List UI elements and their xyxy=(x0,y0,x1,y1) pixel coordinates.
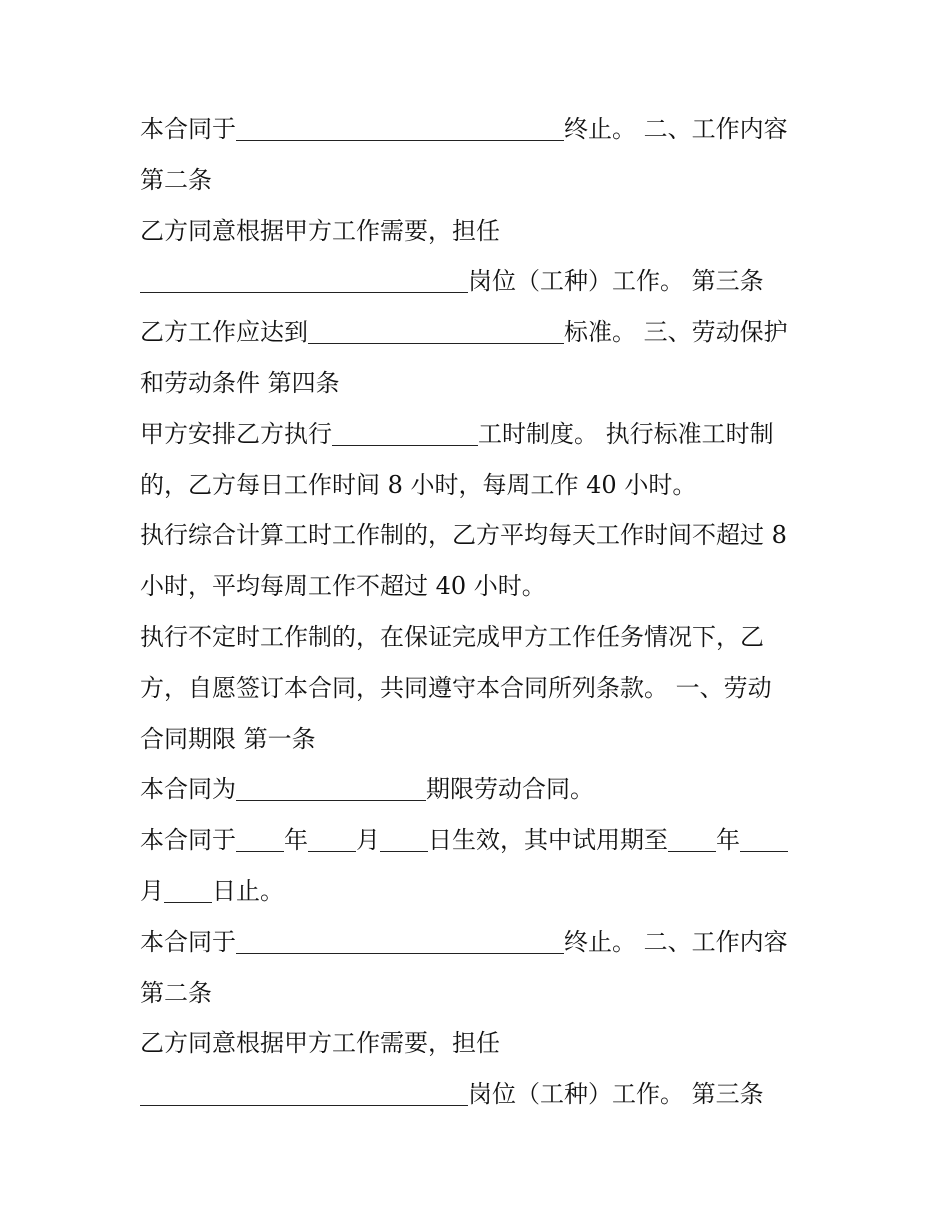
line-text: 方，自愿签订本合同，共同遵守本合同所列条款。 一、劳动 xyxy=(140,673,772,702)
line-text: 本合同于 xyxy=(140,927,236,956)
fill-blank[interactable] xyxy=(668,825,716,852)
line-text: 岗位（工种）工作。 第三条 xyxy=(468,267,764,296)
fill-blank[interactable] xyxy=(236,114,564,141)
line-text: 乙方同意根据甲方工作需要，担任 xyxy=(140,216,500,245)
fill-blank[interactable] xyxy=(332,419,478,446)
line-text: 工时制度。 执行标准工时制 xyxy=(478,419,774,448)
line-text: 第二条 xyxy=(140,978,212,1007)
fill-blank[interactable] xyxy=(164,876,212,903)
contract-line xyxy=(140,155,820,206)
contract-line xyxy=(140,460,820,511)
line-text: 的，乙方每日工作时间 8 小时，每周工作 40 小时。 xyxy=(140,470,697,499)
contract-line xyxy=(140,764,820,815)
line-text: 执行不定时工作制的，在保证完成甲方工作任务情况下，乙 xyxy=(140,622,764,651)
document-page xyxy=(140,104,820,1120)
fill-blank[interactable] xyxy=(236,825,284,852)
line-text: 标准。 三、劳动保护 xyxy=(564,318,788,347)
contract-line xyxy=(140,104,820,155)
contract-line xyxy=(140,612,820,663)
fill-blank[interactable] xyxy=(308,825,356,852)
contract-line xyxy=(140,714,820,765)
contract-line xyxy=(140,510,820,561)
contract-line xyxy=(140,307,820,358)
contract-line xyxy=(140,815,820,866)
contract-line xyxy=(140,1018,820,1069)
line-text: 年 xyxy=(716,826,740,855)
contract-line xyxy=(140,561,820,612)
line-text: 小时，平均每周工作不超过 40 小时。 xyxy=(140,572,546,601)
line-text: 月 xyxy=(356,826,380,855)
line-text: 合同期限 第一条 xyxy=(140,724,316,753)
fill-blank[interactable] xyxy=(140,266,468,293)
fill-blank[interactable] xyxy=(380,825,428,852)
fill-blank[interactable] xyxy=(140,1079,468,1106)
contract-line xyxy=(140,206,820,257)
line-text: 和劳动条件 第四条 xyxy=(140,368,340,397)
fill-blank[interactable] xyxy=(308,317,564,344)
line-text: 年 xyxy=(284,826,308,855)
contract-line xyxy=(140,917,820,968)
line-text: 日止。 xyxy=(212,876,284,905)
contract-line xyxy=(140,866,820,917)
line-text: 乙方同意根据甲方工作需要，担任 xyxy=(140,1029,500,1058)
line-text: 本合同于 xyxy=(140,115,236,143)
line-text: 岗位（工种）工作。 第三条 xyxy=(468,1080,764,1109)
contract-line xyxy=(140,358,820,409)
line-text: 甲方安排乙方执行 xyxy=(140,419,332,448)
fill-blank[interactable] xyxy=(236,774,426,801)
line-text: 乙方工作应达到 xyxy=(140,318,308,347)
line-text: 日生效，其中试用期至 xyxy=(428,826,668,855)
contract-line xyxy=(140,1069,820,1120)
fill-blank[interactable] xyxy=(236,927,564,954)
line-text: 终止。 二、工作内容 xyxy=(564,115,788,143)
contract-line xyxy=(140,663,820,714)
contract-line xyxy=(140,256,820,307)
line-text: 月 xyxy=(140,876,164,905)
line-text: 第二条 xyxy=(140,165,212,194)
contract-line xyxy=(140,968,820,1019)
line-text: 本合同为 xyxy=(140,775,236,804)
contract-line xyxy=(140,409,820,460)
line-text: 执行综合计算工时工作制的，乙方平均每天工作时间不超过 8 xyxy=(140,521,787,550)
line-text: 终止。 二、工作内容 xyxy=(564,927,788,956)
line-text: 本合同于 xyxy=(140,826,236,855)
line-text: 期限劳动合同。 xyxy=(426,775,594,804)
fill-blank[interactable] xyxy=(740,825,788,852)
